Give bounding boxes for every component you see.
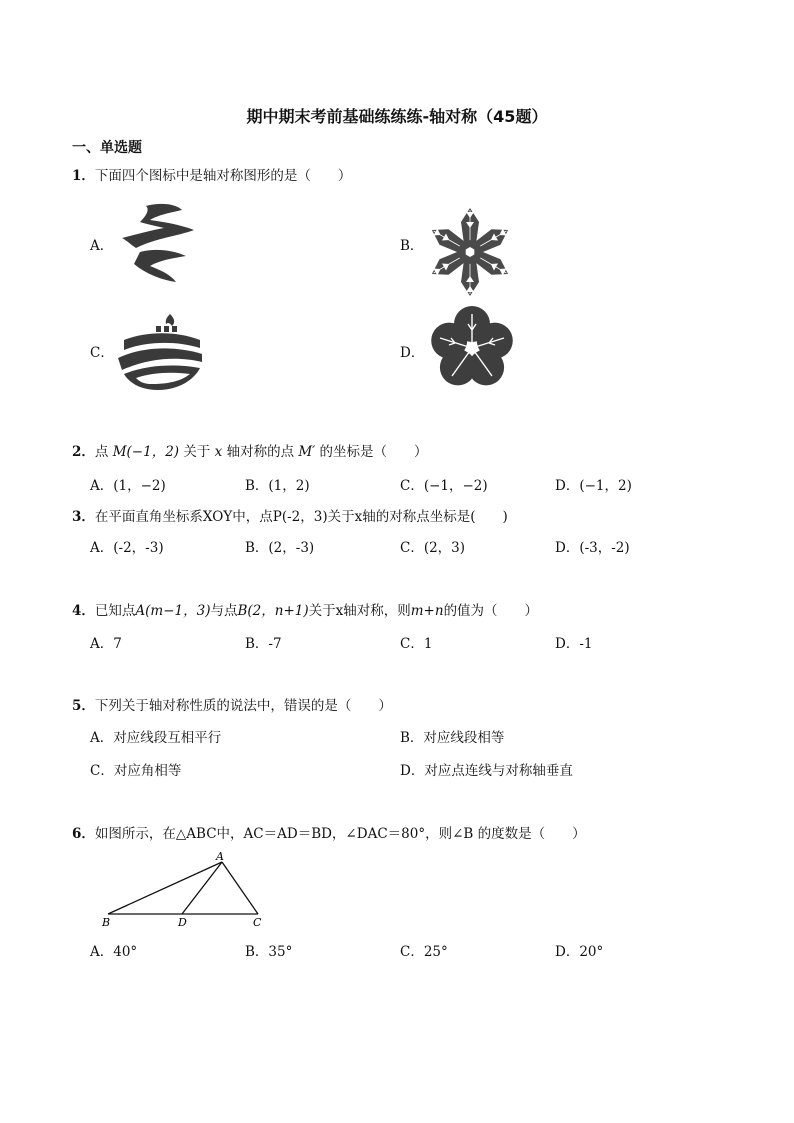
- q2-option-d: D．(−1，2): [555, 478, 632, 494]
- question-number: 1．: [72, 168, 95, 184]
- vertex-label-a: A: [216, 850, 224, 863]
- q1-option-c-label: C．: [90, 345, 114, 361]
- point-b: B(2，n+1): [237, 603, 309, 619]
- brush-stroke-logo-icon: [116, 200, 200, 286]
- q5-option-c: C．对应角相等: [90, 763, 182, 779]
- q2-option-c: C．(−1，−2): [400, 478, 488, 494]
- question-number: 2．: [72, 444, 95, 460]
- question-text-d: 的坐标是（ ）: [315, 444, 428, 460]
- point-m-prime: M′: [298, 444, 316, 460]
- point-m: M(−1，2): [112, 444, 180, 460]
- question-text-c: 轴对称的点: [222, 444, 299, 460]
- question-text-a: 点: [94, 444, 113, 460]
- q5-option-b: B．对应线段相等: [400, 730, 505, 746]
- q6-option-a: A．40°: [90, 944, 138, 960]
- segment-ab: [108, 862, 222, 914]
- snowflake-hexagon-icon: [424, 206, 516, 298]
- question-5: [72, 694, 392, 714]
- question-text: 下列关于轴对称性质的说法中，错误的是（ ）: [94, 698, 392, 714]
- question-text: 在平面直角坐标系XOY中，点P(-2，3)关于x轴的对称点坐标是( ): [94, 509, 508, 525]
- q5-option-d: D．对应点连线与对称轴垂直: [400, 763, 573, 779]
- mountain-flame-logo-icon: [114, 310, 204, 392]
- section-heading: 一、单选题: [72, 140, 142, 156]
- question-text: 如图所示，在△ABC中，AC＝AD＝BD，∠DAC＝80°，则∠B 的度数是（ ）: [94, 826, 586, 842]
- question-3: [72, 505, 508, 525]
- vertex-label-b: B: [102, 916, 111, 929]
- q3-option-c: C．(2，3): [400, 540, 466, 556]
- q1-option-d-label: D．: [400, 345, 425, 361]
- question-2: [72, 440, 428, 460]
- question-text-a: 已知点: [94, 603, 136, 619]
- q1-option-b-label: B．: [400, 238, 424, 254]
- q6-option-b: B．35°: [245, 944, 293, 960]
- question-number: 6．: [72, 826, 95, 842]
- question-number: 3．: [72, 509, 95, 525]
- page-title: 期中期末考前基础练练练-轴对称（45题）: [246, 107, 548, 126]
- q4-option-c: C．1: [400, 636, 433, 652]
- question-number: 4．: [72, 603, 95, 619]
- q6-option-c: C．25°: [400, 944, 448, 960]
- q2-option-a: A．(1，−2): [90, 478, 166, 494]
- plum-blossom-icon: [428, 304, 516, 392]
- q3-option-b: B．(2，-3): [245, 540, 315, 556]
- point-a: A(m−1，3): [135, 603, 211, 619]
- q3-option-a: A．(-2，-3): [90, 540, 164, 556]
- question-6: [72, 822, 586, 842]
- triangle-figure: [96, 848, 276, 932]
- question-number: 5．: [72, 698, 95, 714]
- question-text-d: 的值为（ ）: [443, 603, 539, 619]
- question-4: [72, 599, 538, 619]
- question-text-b: 关于: [179, 444, 215, 460]
- q5-option-a: A．对应线段互相平行: [90, 730, 222, 746]
- vertex-label-d: D: [178, 916, 187, 929]
- vertex-label-c: C: [253, 916, 262, 929]
- question-text-c: 关于x轴对称，则: [308, 603, 411, 619]
- question-1: [72, 164, 351, 184]
- question-text: 下面四个图标中是轴对称图形的是（ ）: [94, 168, 352, 184]
- q4-option-a: A．7: [90, 636, 122, 652]
- axis-x: x: [214, 444, 223, 460]
- question-text-b: 与点: [210, 603, 238, 619]
- q2-option-b: B．(1，2): [245, 478, 310, 494]
- segment-ac: [222, 862, 258, 914]
- q3-option-d: D．(-3，-2): [555, 540, 630, 556]
- q4-option-b: B．-7: [245, 636, 282, 652]
- q1-option-a-label: A．: [90, 238, 114, 254]
- q6-option-d: D．20°: [555, 944, 604, 960]
- segment-ad: [182, 862, 222, 914]
- expression-m-plus-n: m+n: [410, 603, 444, 619]
- q4-option-d: D．-1: [555, 636, 593, 652]
